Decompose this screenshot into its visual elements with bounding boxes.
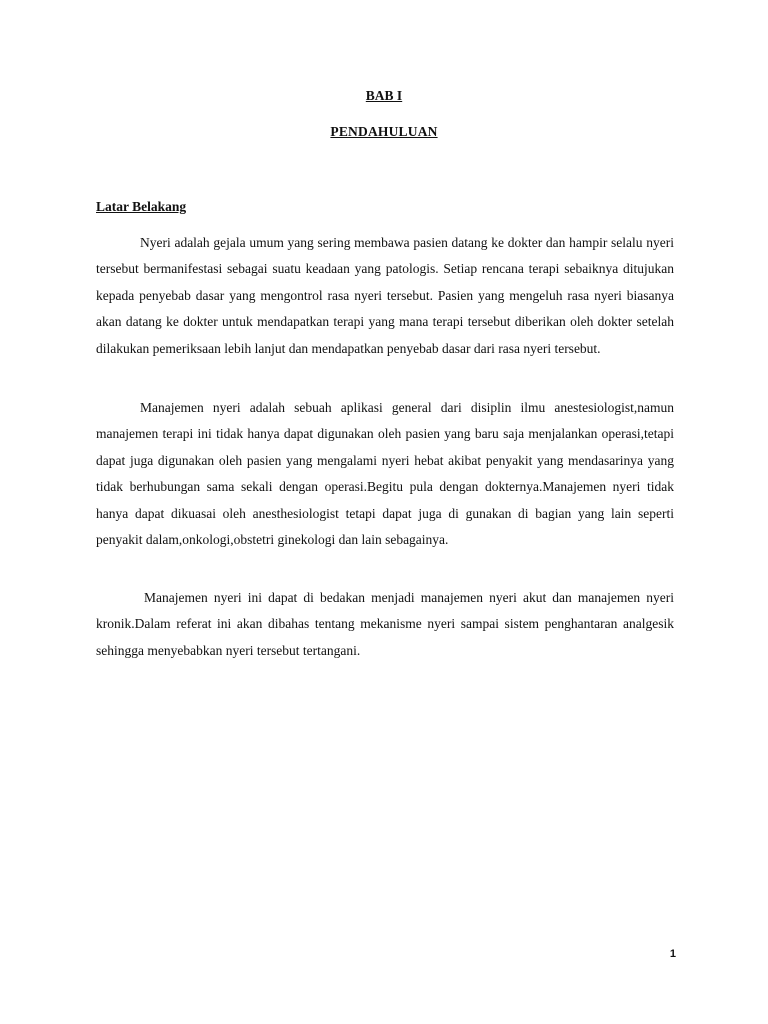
- paragraph-2: Manajemen nyeri adalah sebuah aplikasi general dari disiplin ilmu anestesiologist,namun manajemen terapi ini tidak hanya dapat digunakan oleh pasien yang baru saja menjalankan operasi,tetapi dapat juga digunakan oleh pasien yang mengalami nyeri hebat akibat penyakit yang mendasarinya yang tidak berhubungan sama sekali dengan operasi.Begitu pula dengan dokternya.Manajemen nyeri tidak hanya dapat dikuasai oleh anesthesiologist tetapi dapat juga di gunakan di bagian yang lain seperti penyakit dalam,onkologi,obstetri ginekologi dan lain sebagainya.: [96, 400, 674, 548]
- page-number: 1: [669, 948, 676, 960]
- chapter-number: BAB I: [365, 88, 403, 103]
- paragraph-3: Manajemen nyeri ini dapat di bedakan menjadi manajemen nyeri akut dan manajemen nyeri kronik.Dalam referat ini akan dibahas tentang mekanisme nyeri sampai sistem penghantaran analgesik sehingga menyebabkan nyeri tersebut tertangani.: [96, 590, 674, 658]
- chapter-title: PENDAHULUAN: [330, 124, 438, 139]
- paragraph-1: Nyeri adalah gejala umum yang sering membawa pasien datang ke dokter dan hampir selalu nyeri tersebut bermanifestasi sebagai suatu keadaan yang patologis. Setiap rencana terapi sebaiknya ditujukan kepada penyebab dasar yang mengontrol rasa nyeri tersebut. Pasien yang mengeluh rasa nyeri biasanya akan datang ke dokter untuk mendapatkan terapi yang mana terapi tersebut diberikan oleh dokter setelah dilakukan pemeriksaan lebih lanjut dan mendapatkan penyebab dasar dari rasa nyeri tersebut.: [96, 235, 674, 356]
- section-heading: Latar Belakang: [96, 199, 187, 214]
